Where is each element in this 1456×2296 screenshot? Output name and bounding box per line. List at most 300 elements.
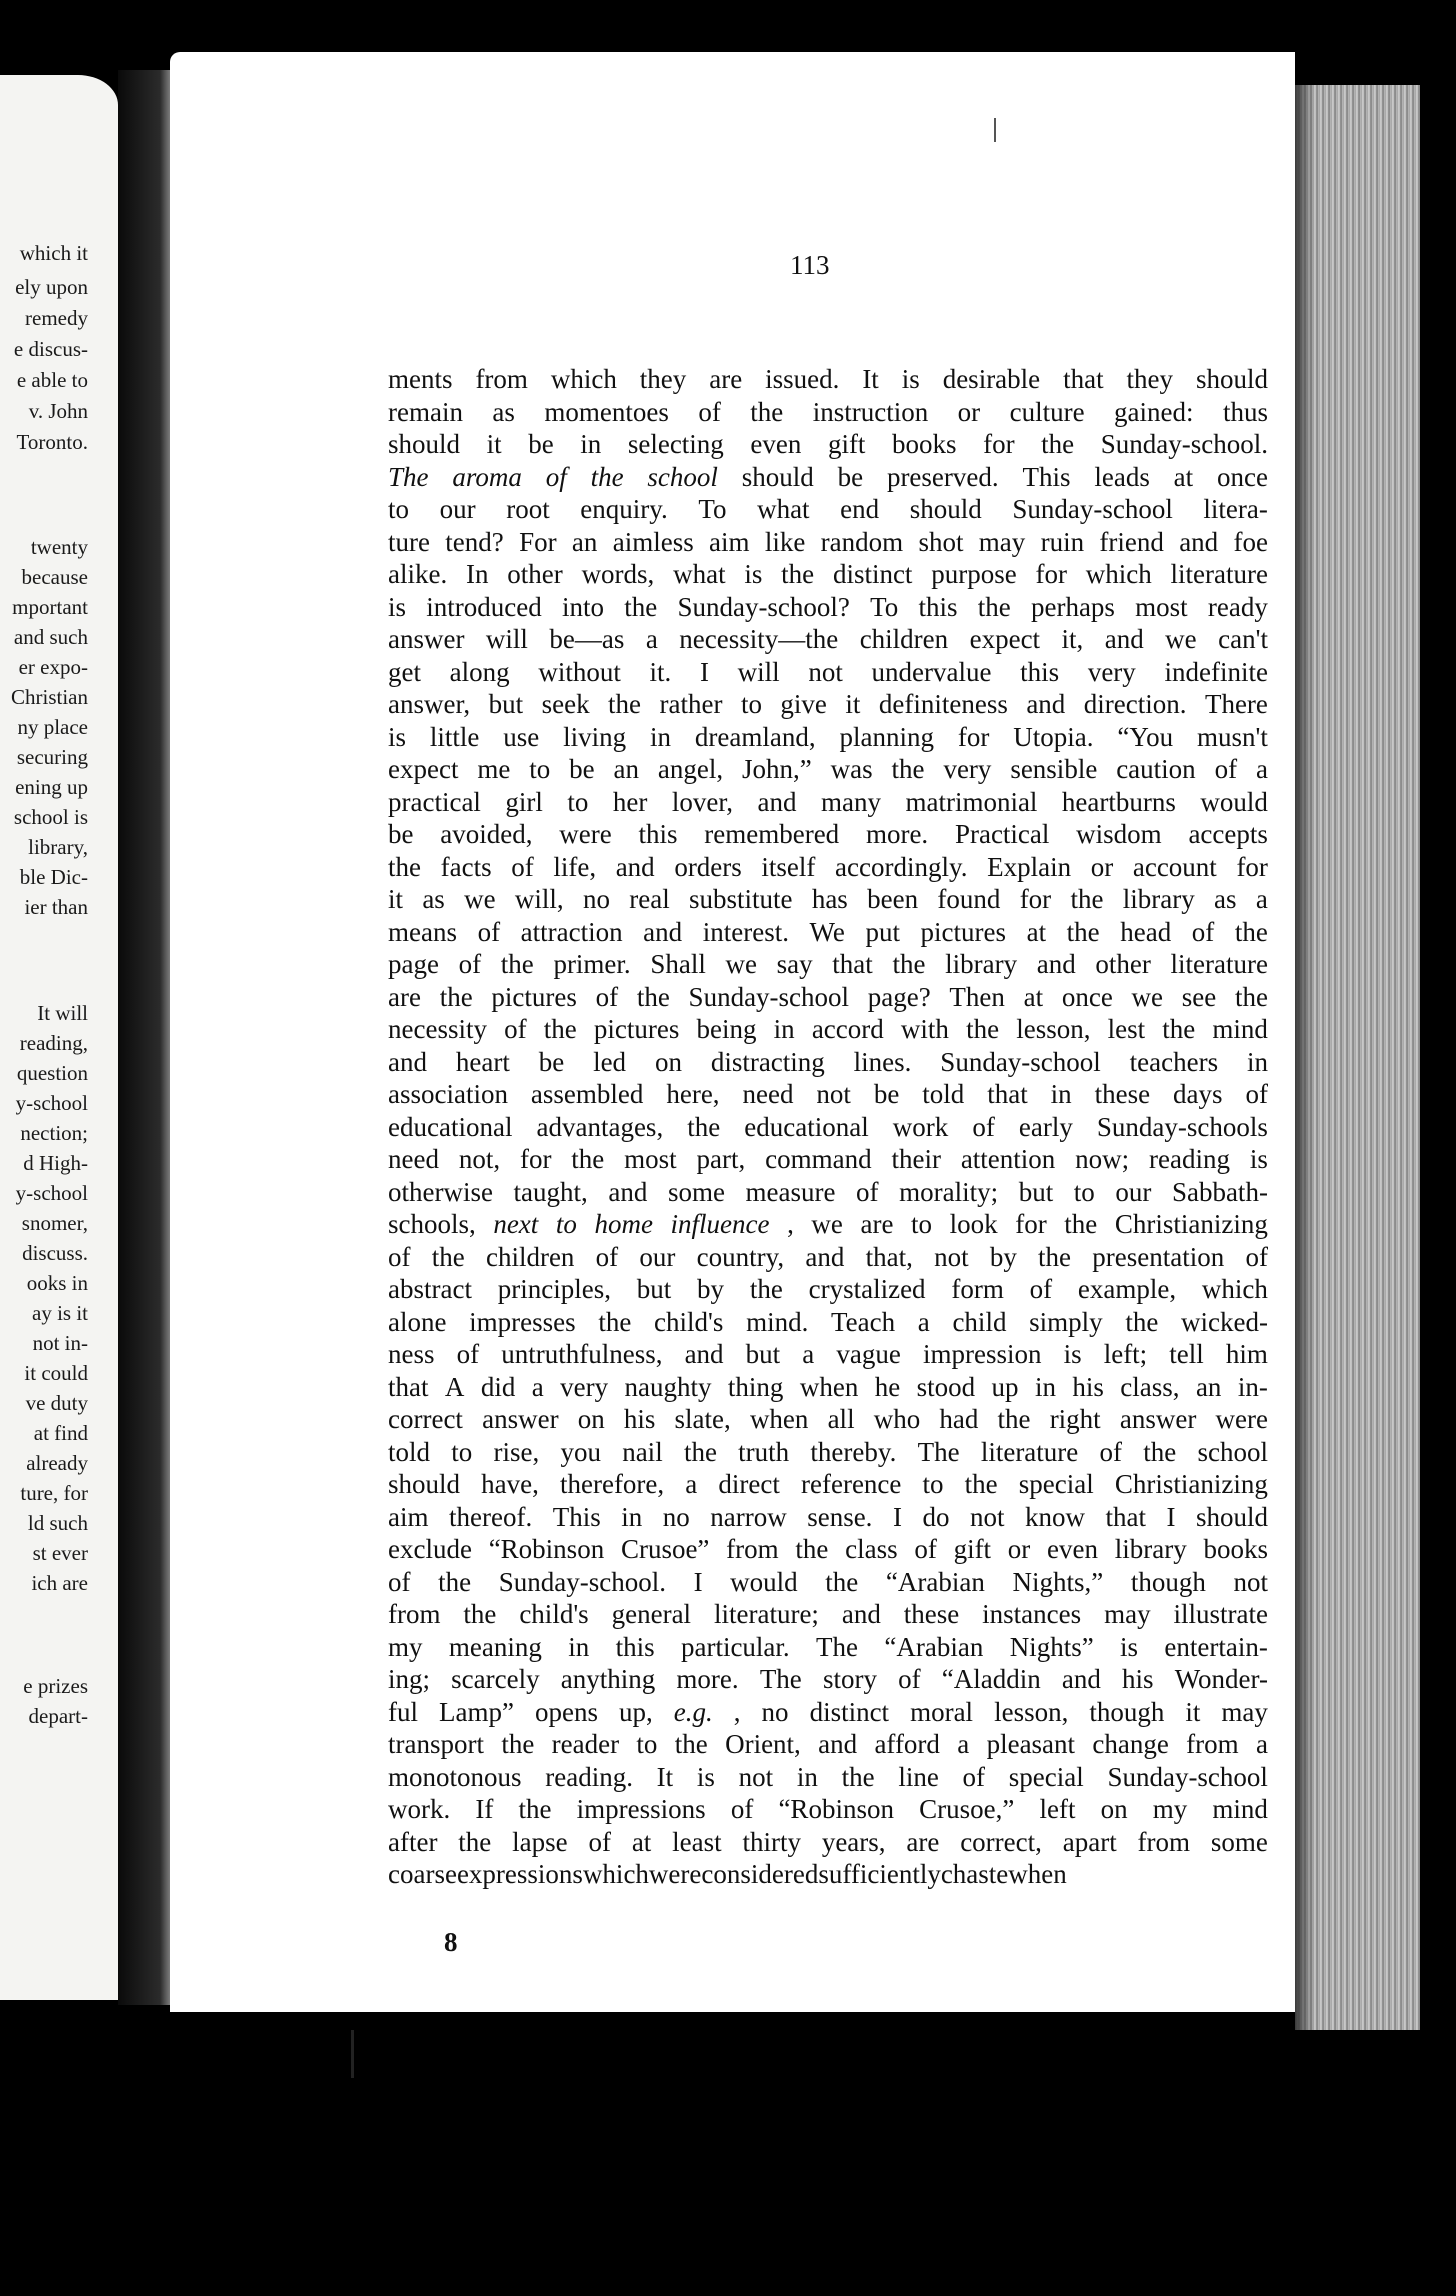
word: rise, [493, 1436, 540, 1467]
word: least [672, 1826, 722, 1857]
word: expressions [456, 1859, 583, 1889]
word: Sunday-school. [1100, 429, 1268, 459]
word: lines. [853, 1046, 912, 1077]
word: should [388, 1469, 461, 1499]
word: heart [455, 1046, 510, 1077]
word: Lamp” [439, 1696, 514, 1727]
word: of [856, 1176, 879, 1207]
word: and [1036, 949, 1076, 979]
italic-word: aroma [452, 461, 522, 492]
left-page-text-fragment: v. John [28, 399, 88, 423]
text-line [388, 1664, 1268, 1697]
word: when [799, 1371, 859, 1402]
word: very [560, 1371, 609, 1402]
word: We [809, 916, 845, 947]
text-line [388, 559, 1268, 592]
word: heartburns [1061, 786, 1176, 817]
word: up [991, 1371, 1019, 1402]
word: line [898, 1761, 939, 1792]
word: a [531, 1371, 544, 1402]
word: the [841, 1761, 875, 1792]
word: correct, [960, 1826, 1042, 1857]
word: and [1026, 689, 1066, 719]
word: caution [1116, 754, 1196, 784]
text-line [388, 397, 1268, 430]
word: illustrate [1173, 1599, 1268, 1629]
text-line [388, 1404, 1268, 1437]
word: the [891, 754, 925, 784]
word: presentation [1092, 1241, 1225, 1272]
word: the [795, 1534, 829, 1564]
word: are [388, 981, 421, 1012]
word: may [1104, 1599, 1151, 1629]
word: reader [551, 1729, 620, 1759]
word: in [621, 1501, 643, 1532]
word: abstract [388, 1274, 472, 1304]
word: Sunday-school [688, 981, 850, 1012]
left-page-text-fragment: e able to [16, 368, 88, 392]
word: along [449, 656, 510, 687]
word: need [388, 1144, 439, 1174]
word: direct [718, 1469, 780, 1499]
word: alone [388, 1306, 447, 1337]
word: my [1152, 1794, 1188, 1824]
word: mind. [746, 1306, 809, 1337]
word: for [1236, 851, 1268, 882]
word: Orient, [725, 1729, 801, 1759]
word: pictures [593, 1014, 680, 1044]
word: ready [1207, 591, 1268, 622]
word: told [388, 1436, 431, 1467]
left-page-text-fragment: securing [16, 745, 88, 769]
word: literature [980, 1436, 1079, 1467]
word: class, [1120, 1371, 1180, 1402]
left-page-text-fragment: Toronto. [16, 430, 88, 454]
word: a [802, 1339, 815, 1369]
word: distracting [710, 1046, 825, 1077]
word: Crusoe,” [919, 1794, 1015, 1824]
word: of [477, 916, 501, 947]
word: moral [910, 1696, 974, 1727]
left-page-text-fragment: Christian [11, 685, 88, 709]
left-page-text-fragment: ay is it [32, 1301, 88, 1325]
word: children [859, 624, 949, 654]
word: undervalue [871, 656, 992, 687]
word: and [757, 786, 797, 817]
word: give [780, 689, 827, 719]
word: opens [535, 1696, 598, 1727]
word: of [595, 981, 619, 1012]
word: not, [458, 1144, 501, 1174]
word: our [639, 1241, 676, 1272]
word: musn't [1197, 721, 1268, 752]
word: once [1061, 981, 1113, 1012]
left-page-text-fragment: ve duty [25, 1391, 88, 1415]
word: the [598, 1306, 632, 1337]
word: a [645, 624, 658, 654]
word: form [951, 1274, 1004, 1304]
word: these [1094, 1079, 1151, 1109]
word: vague [836, 1339, 901, 1369]
word: for [1019, 884, 1052, 914]
word: and [1104, 624, 1144, 654]
left-page-text-fragment: e discus- [13, 337, 88, 361]
text-line [388, 657, 1268, 690]
word: even [750, 429, 802, 459]
left-page-text-fragment: school is [13, 805, 88, 829]
word: the [892, 949, 926, 979]
text-line [388, 1339, 1268, 1372]
italic-word: the [590, 461, 624, 492]
word: though [1089, 1696, 1165, 1727]
word: Practical [954, 819, 1050, 849]
word: has [811, 884, 848, 914]
word: association [388, 1079, 508, 1109]
word: the [463, 1599, 497, 1629]
word: ing; [388, 1664, 431, 1694]
word: but [488, 689, 524, 719]
word: my [388, 1631, 423, 1662]
word: class [845, 1534, 898, 1564]
word: and [643, 916, 683, 947]
word: slate, [674, 1404, 731, 1434]
word: There [1204, 689, 1268, 719]
word: his [1072, 1371, 1104, 1402]
word: the [1234, 981, 1268, 1012]
word: that [1063, 364, 1104, 394]
text-line [388, 1827, 1268, 1860]
word: in [796, 1761, 818, 1792]
word: child's [654, 1306, 724, 1337]
word: the [1066, 916, 1100, 947]
word: that [832, 949, 873, 979]
word: attraction [520, 916, 623, 947]
word: as [492, 396, 515, 427]
word: interest. [702, 916, 789, 947]
word: from [388, 1599, 441, 1629]
signature-mark: 8 [444, 1927, 458, 1957]
word: The [816, 1631, 859, 1662]
word: which [1085, 559, 1152, 589]
text-line [388, 1274, 1268, 1307]
word: and [684, 1339, 724, 1369]
word: no [761, 1696, 789, 1727]
word: answer, [388, 689, 471, 719]
word: for [1035, 559, 1067, 589]
word: be [538, 1046, 565, 1077]
word: to [740, 689, 762, 719]
italic-word: home [594, 1209, 653, 1239]
word: children [485, 1241, 575, 1272]
word: a [1255, 1729, 1268, 1759]
word: This [1022, 461, 1071, 492]
word: him [1225, 1339, 1268, 1369]
text-line [388, 1177, 1268, 1210]
word: thereof. [449, 1501, 533, 1532]
word: aim [709, 526, 750, 557]
text-line [388, 1567, 1268, 1600]
word: direction. [1083, 689, 1187, 719]
word: of [458, 949, 482, 979]
word: life, [553, 851, 597, 882]
left-page-text-fragment: question [16, 1061, 88, 1085]
word: is [901, 364, 920, 394]
word: reference [801, 1469, 902, 1499]
word: and [1179, 526, 1219, 557]
word: say [776, 949, 813, 979]
word: to [911, 1209, 933, 1239]
word: on [577, 1404, 605, 1434]
word: the [1125, 1306, 1159, 1337]
word: this [918, 591, 958, 622]
word: found [937, 884, 1001, 914]
word: from [1137, 1826, 1191, 1857]
word: and [818, 1729, 858, 1759]
word: substitute [689, 884, 793, 914]
word: remembered [704, 819, 840, 849]
word: a [917, 1306, 930, 1337]
text-line [388, 1599, 1268, 1632]
word: gift [827, 429, 866, 459]
word: the [825, 1566, 859, 1597]
text-line [388, 949, 1268, 982]
text-line [388, 624, 1268, 657]
word: Sabbath- [1171, 1176, 1268, 1207]
text-line [388, 1307, 1268, 1340]
italic-word: to [555, 1209, 577, 1239]
word: It [656, 1761, 674, 1792]
word: accordingly. [835, 851, 968, 882]
word: schools, [388, 1209, 476, 1239]
word: Wonder- [1174, 1664, 1268, 1694]
word: what [673, 559, 726, 589]
left-page-text-fragment: discuss. [22, 1241, 88, 1265]
word: the [781, 559, 815, 589]
word: other [507, 559, 563, 589]
word: at [1173, 461, 1194, 492]
text-line [388, 1762, 1268, 1795]
word: me [477, 754, 511, 784]
word: will, [514, 884, 564, 914]
word: many [820, 786, 881, 817]
word: coarse [388, 1859, 457, 1889]
text-line [388, 1859, 1268, 1892]
word: alike. [388, 559, 448, 589]
word: lest [1107, 1014, 1146, 1044]
word: we [1165, 624, 1197, 654]
word: in [1050, 1079, 1072, 1109]
word: distinct [832, 559, 913, 589]
left-page-text-fragment: ich are [31, 1571, 88, 1595]
word: momentoes [544, 396, 669, 427]
word: Sunday-school [940, 1046, 1101, 1077]
word: his [1122, 1664, 1154, 1694]
word: head [1120, 916, 1172, 947]
word: a [1255, 884, 1268, 914]
word: it, [1061, 624, 1084, 654]
text-line [388, 1144, 1268, 1177]
word: living [563, 721, 627, 752]
left-page-text-fragment: ny place [17, 715, 88, 739]
word: introduced [426, 591, 542, 622]
word: was [830, 754, 873, 784]
word: and [388, 1046, 427, 1077]
word: the [683, 1436, 717, 1467]
word: the [388, 851, 421, 882]
left-page-text-fragment: st ever [32, 1541, 88, 1565]
word: indefinite [1164, 656, 1268, 687]
word: sufficiently [818, 1859, 941, 1889]
word: be [837, 461, 864, 492]
word: truth [738, 1436, 790, 1467]
word: may [978, 526, 1026, 557]
word: the [624, 591, 658, 622]
word: I [892, 1501, 902, 1532]
word: the [1064, 1209, 1098, 1239]
text-line [388, 689, 1268, 722]
word: it [1185, 1696, 1201, 1727]
word: little [429, 721, 480, 752]
italic-word: influence [670, 1209, 770, 1239]
word: led [593, 1046, 627, 1077]
word: not [1233, 1566, 1268, 1597]
text-line [388, 1079, 1268, 1112]
word: rather [659, 689, 723, 719]
word: should [1195, 1501, 1268, 1532]
word: to [567, 786, 589, 817]
word: our [439, 494, 476, 524]
text-line [388, 429, 1268, 462]
word: know [1024, 1501, 1085, 1532]
word: is [1249, 1144, 1268, 1174]
word: very [943, 754, 992, 784]
word: To [870, 591, 899, 622]
word: stood [916, 1371, 976, 1402]
word: foe [1233, 526, 1268, 557]
word: page [388, 949, 439, 979]
word: aim [388, 1501, 429, 1532]
word: of [698, 396, 721, 427]
book-gutter [118, 70, 178, 2005]
word: at [1026, 916, 1047, 947]
word: litera- [1203, 494, 1268, 524]
word: the [750, 396, 784, 427]
word: told [922, 1079, 965, 1109]
word: special [1018, 1469, 1094, 1499]
word: no [662, 1501, 690, 1532]
word: particular. [680, 1631, 790, 1662]
word: from [726, 1534, 779, 1564]
word: Sunday-schools [1096, 1111, 1268, 1142]
word: need [742, 1079, 794, 1109]
text-line [388, 1794, 1268, 1827]
page-number: 113 [790, 250, 830, 280]
left-page-fragment [0, 75, 118, 2000]
word: now; [1075, 1144, 1130, 1174]
left-page-text-fragment: ier than [24, 895, 88, 919]
word: issued. [765, 364, 840, 394]
word: left; [1103, 1339, 1148, 1369]
left-page-text-fragment: ld such [27, 1511, 88, 1535]
word: The [917, 1436, 960, 1467]
word: in [1034, 1371, 1056, 1402]
word: as [1214, 884, 1237, 914]
word: or [1007, 1534, 1031, 1564]
word: left [1039, 1794, 1076, 1824]
word: been [867, 884, 919, 914]
word: of [1245, 1241, 1268, 1272]
word: the [501, 1729, 535, 1759]
word: put [865, 916, 900, 947]
word: Crusoe” [620, 1534, 710, 1564]
word: not [816, 1079, 851, 1109]
word: which [1201, 1274, 1268, 1304]
word: therefore, [559, 1469, 665, 1499]
word: library [1114, 1534, 1187, 1564]
word: mind [1212, 1794, 1268, 1824]
word: of [1214, 754, 1238, 784]
word: no [582, 884, 610, 914]
word: To [698, 494, 727, 524]
word: accepts [1188, 819, 1268, 849]
word: more. [676, 1664, 739, 1694]
word: the [458, 1826, 492, 1857]
word: the [687, 1111, 721, 1142]
word: to [636, 1729, 658, 1759]
word: taught, [513, 1176, 588, 1207]
word: at [1023, 981, 1044, 1012]
word: what [757, 494, 810, 524]
word: lapse [512, 1826, 568, 1857]
word: untruthfulness, [501, 1339, 663, 1369]
word: by [697, 1274, 725, 1304]
text-line [388, 1502, 1268, 1535]
word: can't [1218, 624, 1268, 654]
word: library [945, 949, 1018, 979]
word: see [1181, 981, 1217, 1012]
word: anything [560, 1664, 656, 1694]
word: of [898, 1664, 921, 1694]
word: the [997, 1404, 1031, 1434]
italic-word: school [647, 461, 718, 492]
word: we [725, 949, 757, 979]
word: school [1197, 1436, 1268, 1467]
word: It [862, 364, 879, 394]
word: expect [388, 754, 459, 784]
word: Nights,” [1012, 1566, 1104, 1597]
word: an [613, 754, 639, 784]
word: impresses [469, 1306, 576, 1337]
word: the [543, 1014, 577, 1044]
word: wisdom [1076, 819, 1162, 849]
word: ful [388, 1696, 418, 1727]
word: this [615, 1631, 655, 1662]
word: with [900, 1014, 949, 1044]
word: he [874, 1371, 901, 1402]
text-line [388, 592, 1268, 625]
word: of [1029, 1274, 1053, 1304]
word: preserved. [886, 461, 999, 492]
word: literature; [713, 1599, 819, 1629]
word: were [559, 819, 612, 849]
word: part, [696, 1144, 746, 1174]
word: the [674, 1729, 708, 1759]
word: practical [388, 786, 481, 817]
word: tell [1169, 1339, 1204, 1369]
word: exclude [388, 1534, 472, 1564]
word: be—as [549, 624, 625, 654]
word: friend [1099, 526, 1164, 557]
